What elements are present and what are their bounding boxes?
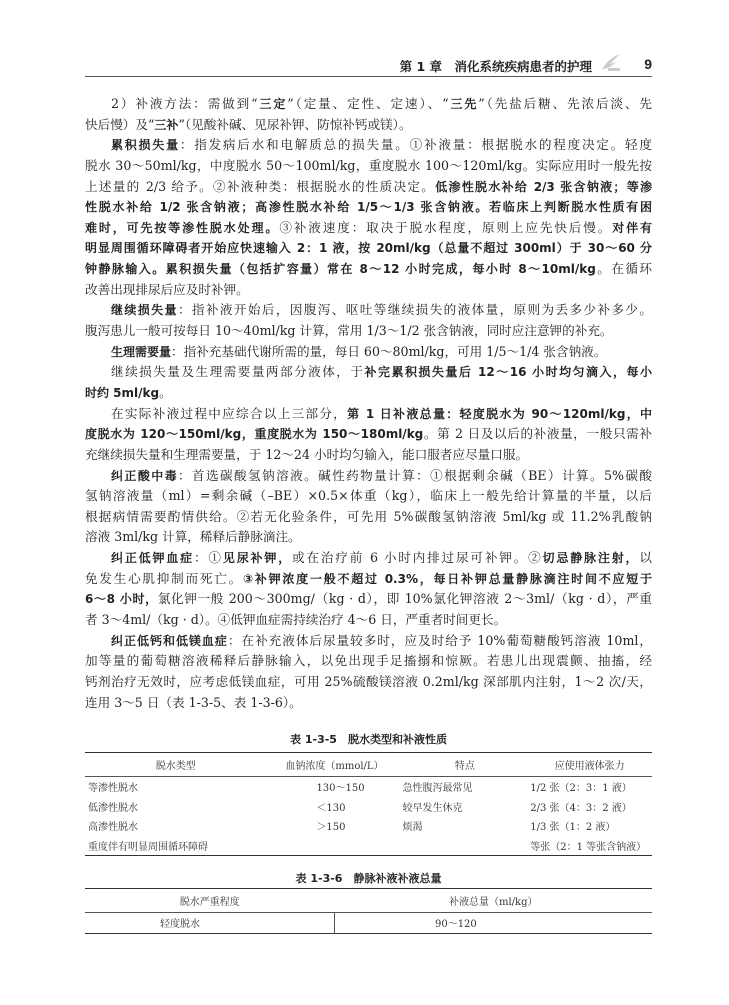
text-line	[85, 300, 652, 321]
table-row	[85, 836, 652, 856]
table-cell: 2/3 张（4：3：2 液）	[530, 802, 632, 814]
text: 。第 2 日及以后的补液量，一般只需补	[423, 426, 652, 442]
table-cell: 重度伴有明显周围循环障碍	[88, 841, 208, 853]
text-line	[85, 238, 652, 259]
text-line	[85, 589, 652, 610]
bold-text: 对伴有	[612, 220, 652, 235]
text-line	[85, 156, 652, 177]
text: 充继续损失量和生理需要量，于 12～24 小时均匀输入，能口服者应尽量口服。	[85, 446, 529, 462]
table-row	[85, 797, 652, 817]
text-line	[85, 651, 652, 672]
text-line	[85, 280, 652, 301]
text-line	[85, 569, 652, 590]
bold-text: 见尿补钾，	[222, 551, 293, 566]
table-row	[85, 777, 652, 797]
text: 脱水 30～50ml/kg，中度脱水 50～100ml/kg，重度脱水 100～120ml/kg。实际应用时一般先按	[85, 157, 652, 173]
text: ：指补充基础代谢所需的量，每日 60～80ml/kg，可用 1/5～1/4 张含钠液。	[171, 343, 607, 359]
text-line	[85, 259, 652, 280]
text: 者 3～4ml/（kg · d）。④低钾血症需持续治疗 4～6 日，严重者时间更长。	[85, 612, 507, 628]
text: ：指发病后水和电解质总的损失量。①补液量：根据脱水的程度决定。轻度	[179, 137, 652, 153]
text: 连用 3～5 日（表 1-3-5、表 1-3-6）。	[85, 694, 302, 710]
text-line	[85, 218, 652, 239]
text: 免发生心肌抑制而死亡。	[85, 570, 243, 586]
text: 根据病情需要酌情供给。②若无化验条件，可先用 5%碳酸氢钠溶液 5ml/kg 或 11.2%乳酸钠	[85, 508, 652, 524]
bold-text: 时约 5ml/kg	[85, 385, 160, 400]
text: 溶液 3ml/kg 计算，稀释后静脉滴注。	[85, 529, 301, 545]
text: 钙剂治疗无效时，应考虑低镁血症，可用 25%硫酸镁溶液 0.2ml/kg 深部肌内注射，1～2 次/天，	[85, 673, 652, 689]
text: ：指补液开始后，因腹泻、呕吐等继续损失的液体量，原则为丢多少补多少。	[177, 302, 652, 318]
text-line	[85, 342, 652, 363]
text: 快后慢）及“	[85, 116, 155, 132]
iv-fluid-total-table	[85, 888, 652, 934]
text-line	[85, 115, 652, 136]
bold-text: 明显周围循环障碍者开始应快速输入 2：1 液，按 20ml/kg（总量不超过 300ml）于 30～60 分	[85, 241, 652, 256]
text-line	[85, 486, 652, 507]
bold-text: ③补钾浓度一般不超过 0.3%，每日补钾总量静脉滴注时间不应短于	[242, 571, 652, 586]
bold-text: 钟静脉输入。累积损失量（包括扩容量）常在 8～12 小时完成，每小时 8～10ml/kg	[85, 262, 596, 277]
text: ”（先盐后糖、先浓后淡、先	[478, 96, 652, 111]
text-line	[85, 321, 652, 342]
bold-text: 继续损失量	[111, 303, 178, 318]
bold-text: 累积损失量	[111, 138, 180, 153]
bold-text: 三先	[448, 97, 479, 111]
text: 上述量的 2/3 给予。②补液种类：根据脱水的性质决定。	[85, 178, 436, 194]
text: 。	[159, 384, 172, 400]
table-cell: ＞150	[316, 822, 346, 834]
bold-text: 补完累积损失量后 12～16 小时均匀滴入，每小	[364, 365, 652, 380]
text: ③补液速度：取决于脱水程度，原则上应先快后慢。	[279, 219, 613, 235]
table-cell: 等张（2：1 等张含钠液）	[530, 841, 647, 853]
text-line	[85, 672, 652, 693]
text: 加等量的葡萄糖溶液稀释后静脉输入，以免出现手足搐搦和惊厥。若患儿出现震颤、抽搐，经	[85, 653, 652, 669]
table-cell: 低渗性脱水	[88, 802, 138, 814]
bold-text: 低渗性脱水补给 2/3 张含钠液；等渗	[435, 179, 652, 194]
text: ：首选碳酸氢钠溶液。碱性药物量计算：①根据剩余碱（BE）计算。5%碳酸	[178, 467, 652, 483]
text-line	[85, 548, 652, 569]
table-row	[85, 913, 652, 934]
bold-text: 纠正酸中毒	[111, 468, 179, 483]
text-line	[85, 197, 652, 218]
text-line	[85, 135, 652, 156]
text-line	[85, 383, 652, 404]
text: 氢钠溶液量（ml）=剩余碱（–BE）×0.5×体重（kg），临床上一般先给计算量的半量，以后	[85, 488, 652, 504]
column-header: 应使用液体张力	[527, 753, 652, 777]
table-cell: 130～150	[316, 783, 365, 795]
table-row	[85, 816, 652, 836]
text-line	[85, 610, 652, 631]
column-header: 脱水类型	[85, 753, 266, 777]
running-title: 第 1 章 消化系统疾病患者的护理	[399, 59, 592, 74]
quill-pen-icon	[600, 52, 622, 72]
text-line	[85, 693, 652, 714]
table-cell	[403, 836, 528, 856]
table-cell: 较早发生休克	[402, 802, 463, 814]
table-cell: 烦渴	[402, 822, 423, 834]
bold-text: 第 1 日补液总量：轻度脱水为 90～120ml/kg，中	[347, 406, 652, 421]
bold-text: 三补	[154, 117, 179, 132]
text: 腹泻患儿一般可按每日 10～40ml/kg 计算，常用 1/3～1/2 张含钠液，同时应注意钾的补充。	[85, 323, 613, 339]
text-line	[85, 177, 652, 198]
text: 2）补液方法：需做到“	[111, 96, 258, 111]
bold-text: 生理需要量	[111, 344, 172, 359]
text-line	[85, 507, 652, 528]
text-line	[85, 466, 652, 487]
table-cell: 等渗性脱水	[88, 783, 138, 795]
text: 在实际补液过程中应综合以上三部分，	[111, 405, 348, 421]
bold-text: 纠正低钙和低镁血症	[111, 633, 228, 648]
column-header: 特点	[403, 753, 528, 777]
bold-text: 性脱水补给 1/2 张含钠液；高渗性脱水补给 1/5～1/3 张含钠液。若临床上判断脱水性质有困	[85, 200, 652, 215]
text: ”（定量、定性、定速）、“	[287, 96, 449, 111]
bold-text: 三定	[257, 97, 288, 111]
table-cell: 1/2 张（2：3：1 液）	[530, 783, 632, 795]
text: 或在治疗前 6 小时内排过尿可补钾。②	[292, 550, 543, 566]
table-cell: 轻度脱水	[85, 913, 334, 934]
column-header: 脱水严重程度	[85, 889, 334, 913]
text-line	[85, 527, 652, 548]
text: ”（见酸补碱、见尿补钾、防惊补钙或镁）。	[178, 116, 412, 132]
table-cell	[266, 836, 402, 856]
table-caption: 表 1-3-5 脱水类型和补液性质	[290, 733, 447, 746]
bold-text: 切忌静脉注射，	[542, 551, 640, 566]
table-cell: 90～120	[434, 919, 477, 931]
page-number: 9	[644, 56, 652, 72]
bold-text: 纠正低钾血症	[111, 551, 194, 566]
text-line	[85, 631, 652, 652]
text-line	[85, 404, 652, 425]
text: ：在补充液体后尿量较多时，应及时给予 10%葡萄糖酸钙溶液 10ml，	[227, 632, 652, 648]
text: 。在循环	[595, 261, 652, 277]
text: ：①	[194, 550, 223, 566]
column-header: 血钠浓度（mmol/L）	[266, 753, 402, 777]
dehydration-type-table	[85, 752, 652, 856]
bold-text: 6～8 小时，	[85, 592, 158, 607]
text-line	[85, 362, 652, 383]
bold-text: 难时，可先按等渗性脱水处理。	[85, 220, 280, 235]
table-caption: 表 1-3-6 静脉补液补液总量	[295, 872, 442, 885]
text-line	[85, 424, 652, 445]
text: 继续损失量及生理需要量两部分液体，于	[111, 364, 365, 380]
table-cell: 1/3 张（1：2 液）	[530, 822, 616, 834]
text: 氯化钾一般 200～300mg/（kg · d），即 10%氯化钾溶液 2～3ml/（kg · d），严重	[157, 591, 652, 607]
running-header	[85, 56, 652, 77]
table-cell: ＜130	[316, 802, 346, 814]
column-header: 补液总量（ml/kg）	[334, 889, 652, 913]
text-line	[85, 94, 652, 115]
table-cell: 急性腹泻最常见	[402, 783, 473, 795]
text: 改善出现排尿后应及时补钾。	[85, 281, 249, 297]
table-cell: 高渗性脱水	[88, 822, 138, 834]
body-text	[85, 94, 652, 713]
text-line	[85, 445, 652, 466]
text: 以	[639, 550, 652, 566]
bold-text: 度脱水为 120～150ml/kg，重度脱水为 150～180ml/kg	[85, 427, 424, 442]
